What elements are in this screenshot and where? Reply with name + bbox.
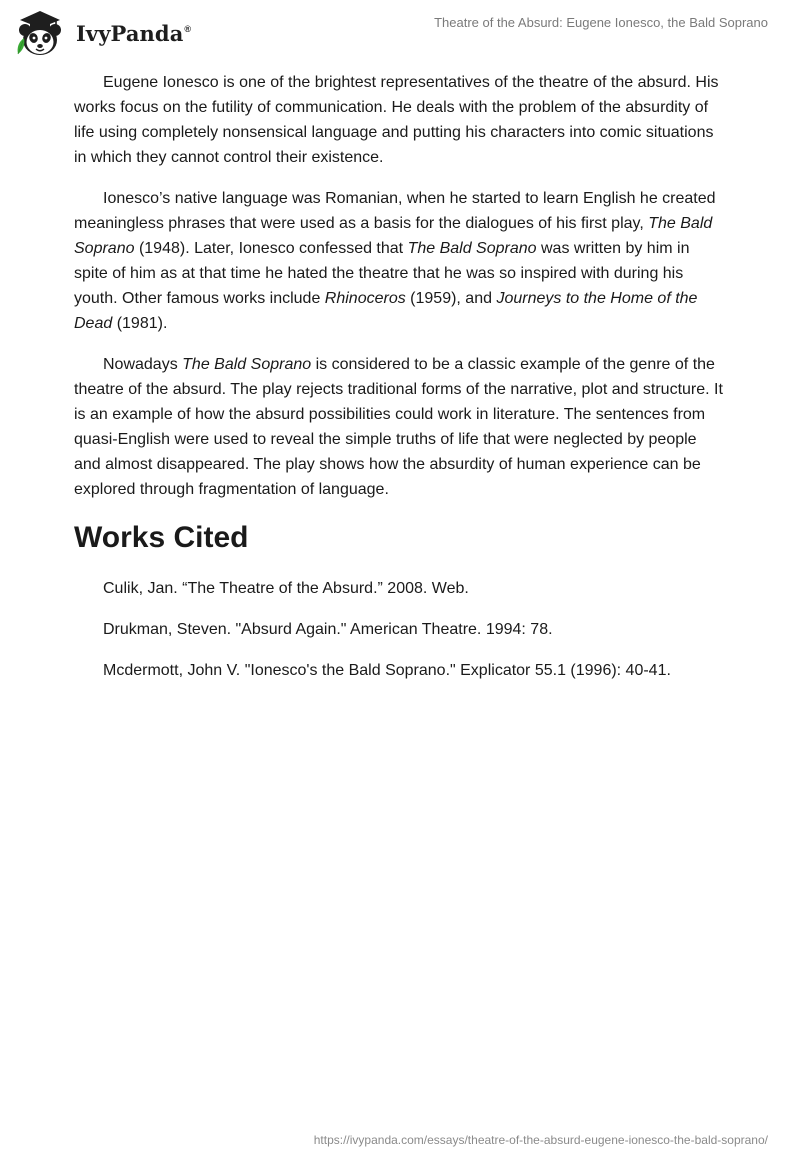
citation-entry: Mcdermott, John V. "Ionesco's the Bald Soprano." Explicator 55.1 (1996): 40-41.: [103, 662, 671, 679]
work-title: Rhinoceros: [324, 290, 406, 307]
document-title: Theatre of the Absurd: Eugene Ionesco, the Bald Soprano: [434, 15, 768, 30]
work-title: Journeys to the Home of the Dead: [74, 290, 698, 332]
brand-logo[interactable]: [14, 8, 191, 58]
paragraph-text: is considered to be a classic example of the genre of the theatre of the absurd. The play rejects traditional forms of the narrative, plot and structure. It is an example of how the absurd possibilities could work in literature. The sentences from quasi-English were used to reveal the simple truths of life that were neglected by people and almost disappeared. The play shows how the absurdity of human experience can be explored through fragmentation of language.: [74, 356, 723, 498]
paragraph-text: Ionesco’s native language was Romanian, when he started to learn English he created meaningless phrases that were used as a basis for the dialogues of his first play,: [74, 190, 716, 232]
paragraph-text: was written by him in spite of him as at that time he hated the theatre that he was so inspired with during his youth. Other famous works include: [74, 240, 690, 307]
work-title: The Bald Soprano: [407, 240, 537, 257]
brand-name: IvyPanda®: [76, 20, 192, 46]
body-paragraph: [74, 352, 724, 502]
paragraph-text: Eugene Ionesco is one of the brightest representatives of the theatre of the absurd. His works focus on the futility of communication. He deals with the problem of the absurdity of life using completely nonsensical language and putting his characters into comic situations in which they cannot control their existence.: [74, 74, 719, 166]
essay-body: [74, 70, 724, 502]
source-url-link[interactable]: https://ivypanda.com/essays/theatre-of-the-absurd-eugene-ionesco-the-bald-soprano/: [313, 1133, 768, 1147]
paragraph-text: (1981).: [112, 315, 168, 332]
page-header: [0, 0, 800, 64]
work-title: The Bald Soprano: [74, 215, 713, 257]
panda-graduate-icon: [14, 8, 66, 58]
registered-mark: ®: [184, 23, 192, 34]
works-cited-heading: Works Cited: [74, 521, 249, 554]
paragraph-text: (1948). Later, Ionesco confessed that: [134, 240, 408, 257]
essay-content: [74, 70, 724, 699]
works-cited-list: [74, 576, 724, 683]
work-title: The Bald Soprano: [182, 356, 312, 373]
body-paragraph: [74, 186, 724, 336]
paragraph-text: Nowadays: [103, 356, 183, 373]
citation-entry: Drukman, Steven. "Absurd Again." American Theatre. 1994: 78.: [103, 621, 553, 638]
citation-entry: Culik, Jan. “The Theatre of the Absurd.” 2008. Web.: [103, 580, 469, 597]
paragraph-text: (1959), and: [405, 290, 497, 307]
body-paragraph: [74, 70, 724, 170]
